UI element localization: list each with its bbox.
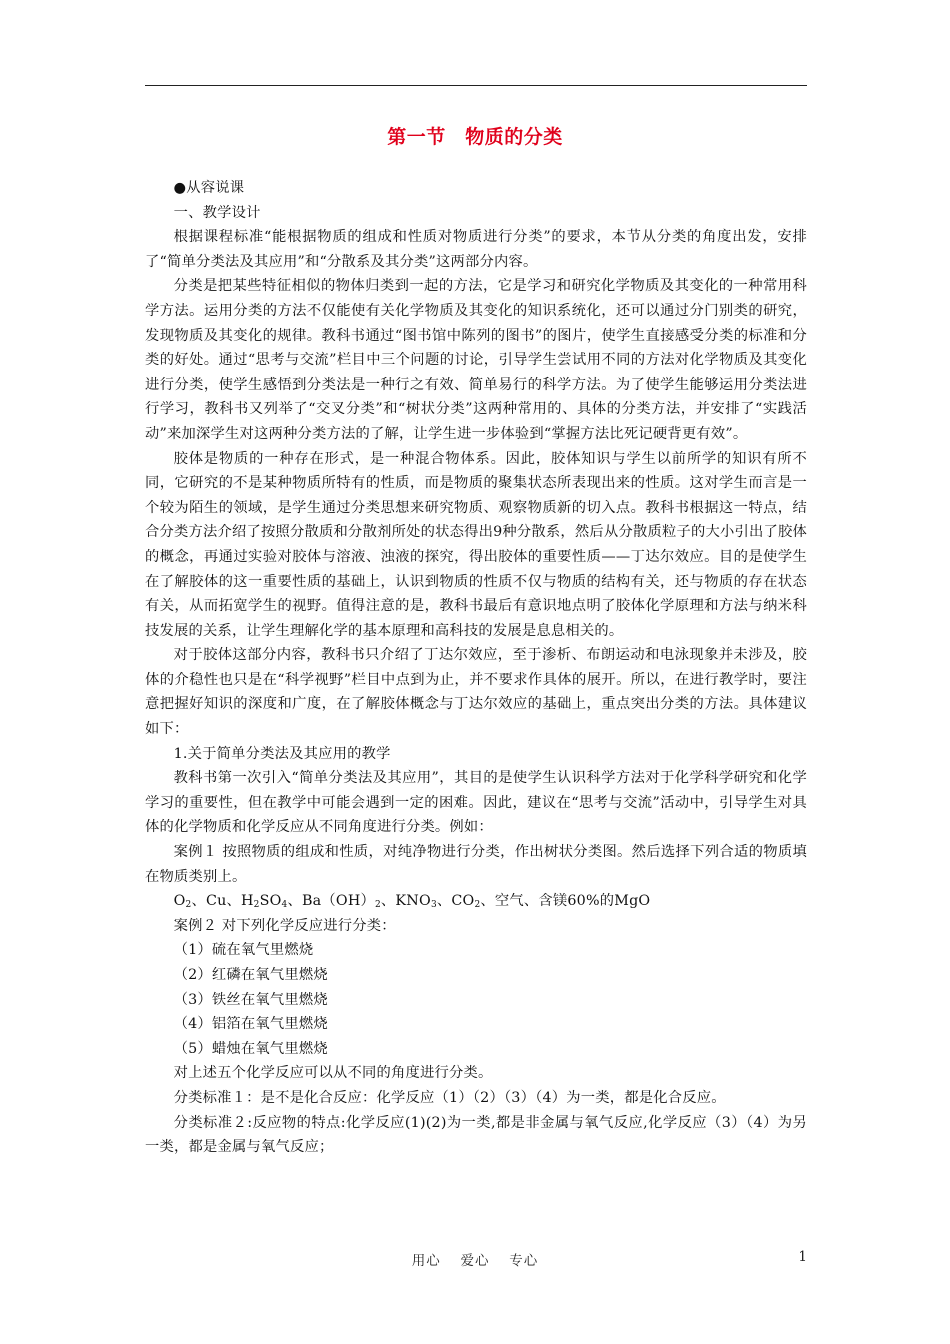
paragraph: 分类标准２:反应物的特点:化学反应(1)(2)为一类,都是非金属与氧气反应,化学反应（3）（4）为另一类，都是金属与氧气反应； [145,1114,807,1156]
page-number: 1 [798,1249,807,1265]
paragraph: 对上述五个化学反应可以从不同的角度进行分类。 [173,1065,493,1082]
list-item: （3）铁丝在氧气里燃烧 [173,991,328,1008]
formula-h2so4: H [241,893,254,910]
paragraph: 根据课程标准“能根据物质的组成和性质对物质进行分类”的要求，本节从分类的角度出发，安排了“简单分类法及其应用”和“分散系及其分类”这两部分内容。 [145,229,807,270]
case-1: 案例１ 按照物质的组成和性质，对纯净物进行分类，作出树状分类图。然后选择下列合适的物质填在物质类别上。 [145,844,807,885]
formula-kno3: 、KNO [380,893,431,910]
page-title: 第一节 物质的分类 [387,126,563,148]
sub-heading: 1.关于简单分类法及其应用的教学 [173,745,391,762]
list-item: （5）蜡烛在氧气里燃烧 [173,1040,328,1057]
list-item: （1）硫在氧气里燃烧 [173,942,314,959]
paragraph: 教科书第一次引入“简单分类法及其应用”，其目的是使学生认识科学方法对于化学科学研究和化学学习的重要性，但在教学中可能会遇到一定的困难。因此，建议在“思考与交流”活动中，引导学生对具体的化学物质和化学反应从不同角度进行分类。例如： [145,770,807,836]
formula-baoh2: 、Ba（OH） [287,893,375,910]
list-item: （4）铝箔在氧气里燃烧 [173,1016,328,1033]
footer-motto: 用心 爱心 专心 [411,1253,539,1269]
formula-o2: O [173,893,186,910]
paragraph: 分类是把某些特征相似的物体归类到一起的方法，它是学习和研究化学物质及其变化的一种常用科学方法。运用分类的方法不仅能使有关化学物质及其变化的知识系统化，还可以通过分门别类的研究，发现物质及其变化的规律。教科书通过“图书馆中陈列的图书”的图片，使学生直接感受分类的标准和分类的好处。通过“思考与交流”栏目中三个问题的讨论，引导学生尝试用不同的方法对化学物质及其变化进行分类，使学生感悟到分类法是一种行之有效、简单易行的科学方法。为了使学生能够运用分类法进行学习，教科书又列举了“交叉分类”和“树状分类”这两种常用的、具体的分类方法，并安排了“实践活动”来加深学生对这两种分类方法的了解，让学生进一步体验到“掌握方法比死记硬背更有效”。 [145,278,807,442]
document-body [145,176,807,1160]
substances-line: $O_2$、Cu、$H_2SO_4$、$Ba(OH)_2$、$KNO_3$、$CO_2$、空气、含镁60%的MgO [173,893,651,911]
paragraph: 分类标准１：是不是化合反应：化学反应（1）（2）（3）（4）为一类，都是化合反应。 [173,1089,726,1106]
paragraph: 对于胶体这部分内容，教科书只介绍了丁达尔效应，至于渗析、布朗运动和电泳现象并未涉及，胶体的介稳性也只是在“科学视野”栏目中点到为止，并不要求作具体的展开。所以，在进行教学时，要注意把握好知识的深度和广度，在了解胶体概念与丁达尔效应的基础上，重点突出分类的方法。具体建议如下： [145,647,807,738]
case-2: 案例２ 对下列化学反应进行分类： [173,917,396,934]
formula-co2: 、CO [436,893,475,910]
section-heading: 一、教学设计 [173,204,261,221]
header-rule [145,85,807,86]
paragraph: 胶体是物质的一种存在形式，是一种混合物体系。因此，胶体知识与学生以前所学的知识有所不同，它研究的不是某种物质所特有的性质，而是物质的聚集状态所表现出来的性质。这对学生而言是一个较为陌生的领域，是学生通过分类思想来研究物质、观察物质新的切入点。教科书根据这一特点，结合分类方法介绍了按照分散质和分散剂所处的状态得出9种分散系，然后从分散质粒子的大小引出了胶体的概念，再通过实验对胶体与溶液、浊液的探究，得出胶体的重要性质——丁达尔效应。目的是使学生在了解胶体的这一重要性质的基础上，认识到物质的性质不仅与物质的结构有关，还与物质的存在状态有关，从而拓宽学生的视野。值得注意的是，教科书最后有意识地点明了胶体化学原理和方法与纳米科技发展的关系，让学生理解化学的基本原理和高科技的发展是息息相关的。 [145,450,807,639]
section-bullet-heading: ●从容说课 [173,180,245,196]
list-item: （2）红磷在氧气里燃烧 [173,967,328,983]
